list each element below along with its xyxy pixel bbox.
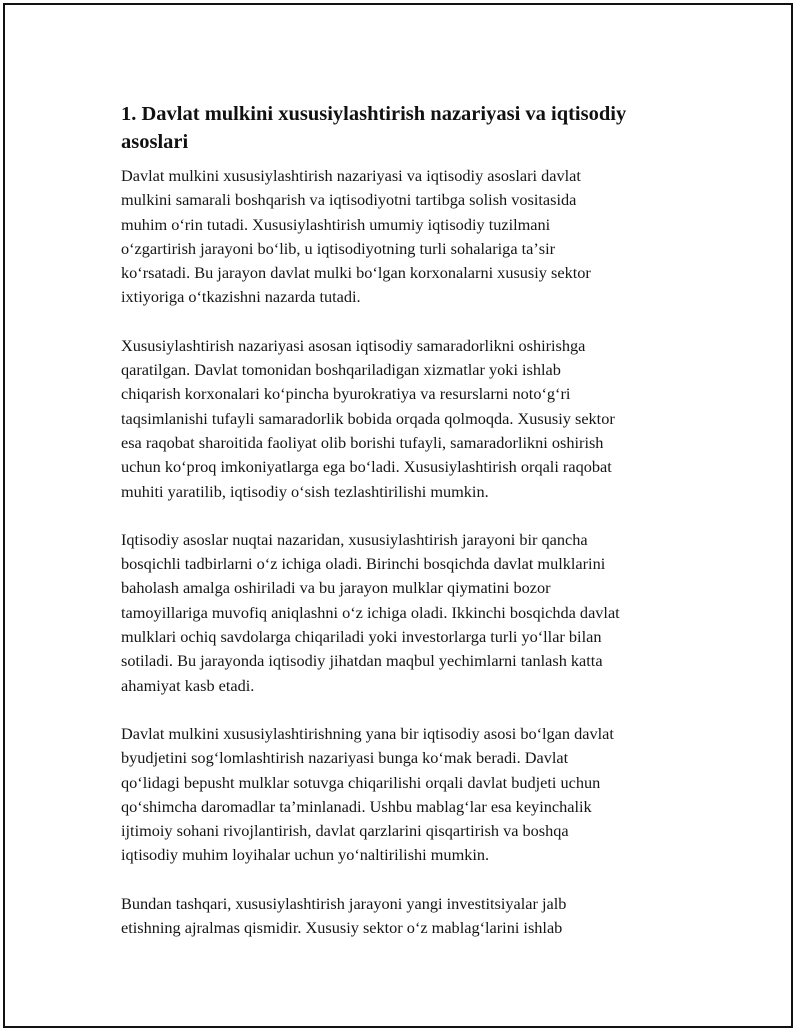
document-body bbox=[121, 100, 681, 940]
paragraph-3: Iqtisodiy asoslar nuqtai nazaridan, xususiylashtirish jarayoni bir qancha bosqichli tadbirlarni oʻz ichiga oladi. Birinchi bosqichda davlat mulklarini baholash amalga oshiriladi va bu jarayon mulklar qiymatini bozor tamoyillariga muvofiq aniqlashni oʻz ichiga oladi. Ikkinchi bosqichda davlat mulklari ochiq savdolarga chiqariladi yoki investorlarga turli yoʻllar bilan sotiladi. Bu jarayonda iqtisodiy jihatdan maqbul yechimlarni tanlash katta ahamiyat kasb etadi. bbox=[121, 529, 620, 695]
paragraph-4: Davlat mulkini xususiylashtirishning yana bir iqtisodiy asosi boʻlgan davlat byudjetini sogʻlomlashtirish nazariyasi bunga koʻmak beradi. Davlat qoʻlidagi bepusht mulklar sotuvga chiqarilishi orqali davlat budjeti uchun qoʻshimcha daromadlar taʼminlanadi. Ushbu mablagʻlar esa keyinchalik ijtimoiy sohani rivojlantirish, davlat qarzlarini qisqartirish va boshqa iqtisodiy muhim loyihalar uchun yoʻnaltirilishi mumkin. bbox=[121, 723, 614, 865]
section-heading: 1. Davlat mulkini xususiylashtirish nazariyasi va iqtisodiy asoslari bbox=[121, 103, 627, 153]
paragraph-5: Bundan tashqari, xususiylashtirish jarayoni yangi investitsiyalar jalb etishning ajralmas qismidir. Xususiy sektor oʻz mablagʻlarini ishlab bbox=[121, 893, 567, 938]
paragraph-2: Xususiylashtirish nazariyasi asosan iqtisodiy samaradorlikni oshirishga qaratilgan. Davlat tomonidan boshqariladigan xizmatlar yoki ishlab chiqarish korxonalari koʻpincha byurokratiya va resurslarni notoʻgʻri taqsimlanishi tufayli samaradorlik bobida orqada qolmoqda. Xususiy sektor esa raqobat sharoitida faoliyat olib borishi tufayli, samaradorlikni oshirish uchun koʻproq imkoniyatlarga ega boʻladi. Xususiylashtirish orqali raqobat muhiti yaratilib, iqtisodiy oʻsish tezlashtirilishi mumkin. bbox=[121, 335, 615, 501]
document-page bbox=[3, 3, 793, 1028]
paragraph-1: Davlat mulkini xususiylashtirish nazariyasi va iqtisodiy asoslari davlat mulkini samarali boshqarish va iqtisodiyotni tartibga solish vositasida muhim oʻrin tutadi. Xususiylashtirish umumiy iqtisodiy tuzilmani oʻzgartirish jarayoni boʻlib, u iqtisodiyotning turli sohalariga taʼsir koʻrsatadi. Bu jarayon davlat mulki boʻlgan korxonalarni xususiy sektor ixtiyoriga oʻtkazishni nazarda tutadi. bbox=[121, 166, 591, 307]
